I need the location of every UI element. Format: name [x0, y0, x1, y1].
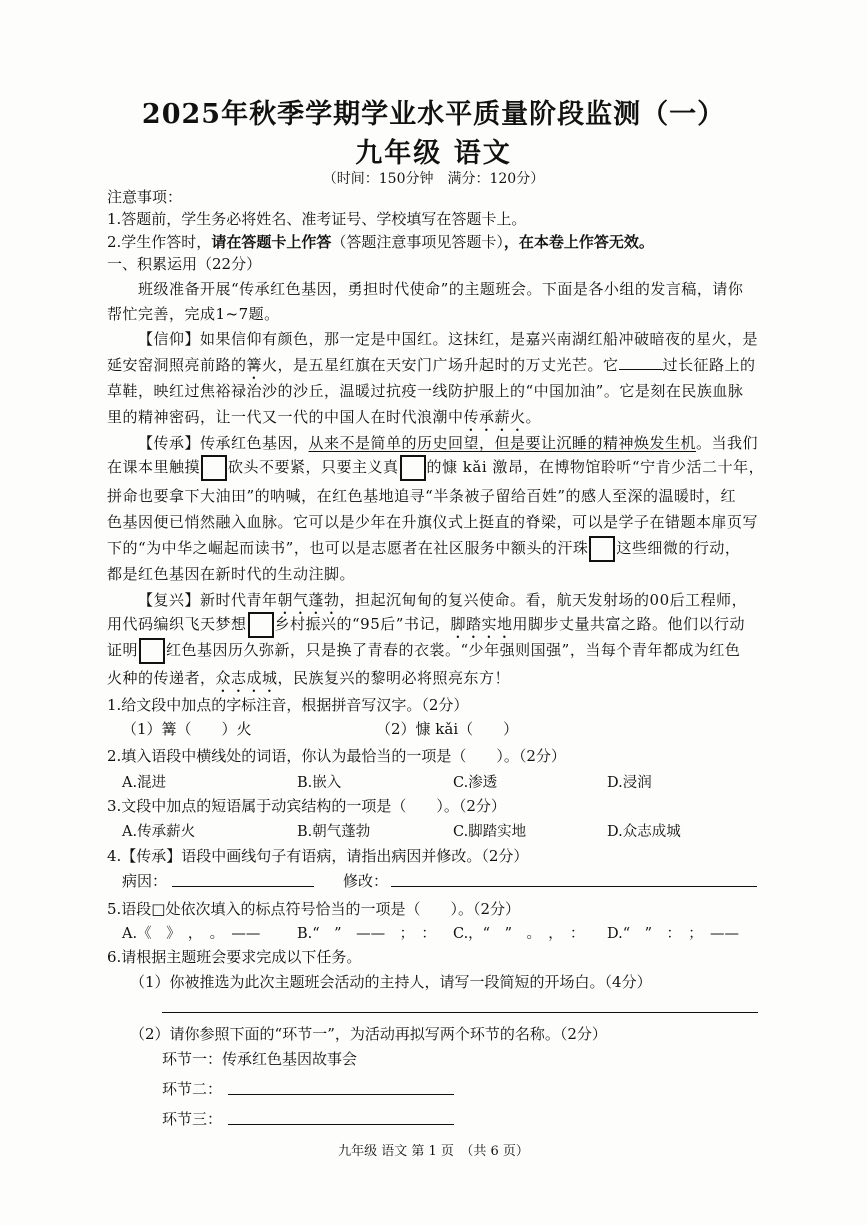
- question-2-option-c[interactable]: C.渗透: [453, 775, 498, 791]
- notes-item-2-part-d: ，在本卷上作答无效。: [503, 233, 654, 251]
- fuxing-line-3-b: 红色基因历久弥新，只是换了青春的衣裳。“少年强则国强”，当每个青年都成为红色: [166, 641, 741, 659]
- question-5-option-d[interactable]: D.“ ” ： ； ——: [607, 926, 740, 942]
- chuancheng-line-4: 色基因便已悄然融入血脉。它可以是少年在升旗仪式上挺直的脊梁，可以是学子在错题本扉页写: [107, 513, 759, 531]
- dotted-phrase-zhongzhichengcheng: 众志成城: [215, 669, 278, 687]
- punctuation-box-1[interactable]: [201, 455, 227, 481]
- question-6-link-2-label: 环节二：: [162, 1080, 223, 1098]
- chuancheng-line-1-b: 。当我们: [696, 434, 759, 452]
- chuancheng-line-1: [138, 432, 758, 453]
- section-1-heading: 一、积累运用（22分）: [107, 255, 262, 273]
- question-6-part-1: （1）你被推选为此次主题班会活动的主持人，请写一段简短的开场白。（4分）: [130, 973, 652, 991]
- chuancheng-line-5-a: 下的“为中华之崛起而读书”，也可以是志愿者在社区服务中额头的汗珠: [107, 539, 589, 557]
- question-4: 4.【传承】语段中画线句子有语病，请指出病因并修改。（2分）: [107, 847, 529, 865]
- xinyang-line-2-a: 延安窑洞照亮前路的: [107, 356, 247, 374]
- underlined-sentence: 从来不是简单的历史回望，但是要让沉睡的精神焕发生机: [308, 434, 697, 452]
- chuancheng-line-2: [107, 455, 764, 481]
- question-2-option-b[interactable]: B.嵌入: [297, 775, 342, 791]
- question-2-option-d[interactable]: D.浸润: [607, 775, 652, 791]
- xinyang-line-4-b: 。: [525, 408, 542, 426]
- page-footer: 九年级 语文 第 1 页 （共 6 页）: [338, 1144, 529, 1159]
- fuxing-line-1-b: ，担起沉甸甸的复兴使命。看，航天发射场的00后工程师，: [339, 591, 748, 609]
- chuancheng-line-5-b: 这些细微的行动，: [616, 539, 741, 557]
- xinyang-line-2-b: 火，是五星红旗在天安门广场升起时的万丈光芒。它: [262, 356, 619, 374]
- fuxing-line-2-a: 用代码编织飞天梦想: [107, 615, 247, 633]
- section-intro-line-2: 帮忙完善，完成1~7题。: [107, 305, 280, 323]
- punctuation-box-3[interactable]: [589, 536, 615, 562]
- dotted-phrase-zhaoqipengbo: 朝气蓬勃: [277, 591, 340, 609]
- question-5-option-b[interactable]: B.“ ” —— ； ：: [297, 926, 436, 942]
- xinyang-line-3: 草鞋，映红过焦裕禄治沙的沙丘，温暖过抗疫一线防护服上的“中国加油”。它是刻在民族血脉: [107, 382, 744, 400]
- question-6-link-3-label: 环节三：: [162, 1110, 223, 1128]
- chuancheng-line-2-c: 的慷 kǎi 激昂，在博物馆聆听“宁肯少活二十年，: [426, 458, 765, 476]
- fuxing-line-4: [107, 667, 510, 696]
- question-5-option-c[interactable]: C.，“ ” 。 ， ：: [453, 926, 585, 942]
- punctuation-box-5[interactable]: [139, 638, 165, 664]
- notes-item-2-part-a: 2.学生作答时，: [107, 233, 212, 251]
- question-2: 2.填入语段中横线处的词语，你认为最恰当的一项是（ ）。（2分）: [107, 747, 566, 765]
- question-3-option-d[interactable]: D.众志成城: [607, 824, 681, 840]
- dotted-phrase-chuanchengxinhuo: 传承薪火: [463, 408, 526, 426]
- question-6-link-1: 环节一：传承红色基因故事会: [162, 1050, 358, 1068]
- question-1-part-2[interactable]: （2）慷 kǎi（ ）: [376, 720, 519, 738]
- chuancheng-line-6: 都是红色基因在新时代的生动注脚。: [107, 565, 356, 583]
- chuancheng-line-2-b: 砍头不要紧，只要主义真: [228, 458, 399, 476]
- notes-item-2-part-b: 请在答题卡上作答: [211, 233, 332, 251]
- fuxing-line-3-a: 证明: [107, 641, 139, 659]
- fuxing-line-1-a: 【复兴】新时代青年: [138, 591, 278, 609]
- notes-heading: 注意事项：: [107, 188, 183, 206]
- chuancheng-line-3: 拼命也要拿下大油田”的呐喊，在红色基地追寻“半条被子留给百姓”的感人至深的温暖时，红: [107, 487, 737, 505]
- question-6-link-2-answer-line[interactable]: [228, 1094, 454, 1095]
- fill-blank-line[interactable]: [619, 369, 663, 370]
- question-4-cause-label: 病因：: [122, 872, 168, 890]
- exam-time-info: （时间：150分钟 满分：120分）: [322, 171, 545, 187]
- xinyang-line-1: 【信仰】如果信仰有颜色，那一定是中国红。这抹红，是嘉兴南湖红船冲破暗夜的星火，是: [138, 330, 759, 348]
- question-3-option-b[interactable]: B.朝气蓬勃: [297, 824, 371, 840]
- punctuation-box-4[interactable]: [248, 612, 274, 638]
- dotted-char-gou: 篝: [246, 356, 263, 374]
- exam-title: 2025年秋季学期学业水平质量阶段监测（一）: [141, 99, 726, 130]
- question-4-cause-answer-line[interactable]: [172, 886, 314, 887]
- xinyang-line-4-a: 里的精神密码，让一代又一代的中国人在时代浪潮中: [107, 408, 464, 426]
- dotted-phrase-jiaotashidi: 脚踏实地: [450, 615, 513, 633]
- question-3-option-c[interactable]: C.脚踏实地: [453, 824, 527, 840]
- question-1-part-1[interactable]: （1）篝（ ）火: [122, 720, 252, 738]
- question-5: 5.语段□处依次填入的标点符号恰当的一项是（ ）。（2分）: [107, 900, 521, 918]
- question-1: 1.给文段中加点的字标注音，根据拼音写汉字。（2分）: [107, 696, 469, 714]
- question-2-option-a[interactable]: A.混进: [122, 775, 167, 791]
- question-3-option-a[interactable]: A.传承薪火: [122, 824, 196, 840]
- chuancheng-line-2-a: 在课本里触摸: [107, 458, 201, 476]
- xinyang-line-2: [107, 354, 756, 383]
- fuxing-line-4-a: 火种的传递者，: [107, 669, 216, 687]
- chuancheng-line-5: [107, 536, 740, 562]
- fuxing-line-2-b: 乡村振兴的“95后”书记，: [274, 615, 451, 633]
- chuancheng-line-1-a: 【传承】传承红色基因，: [138, 434, 309, 452]
- exam-subject: 九年级 语文: [355, 138, 512, 169]
- notes-item-2-part-c: （答题注意事项见答题卡）: [331, 233, 504, 251]
- question-6-part-2: （2）请你参照下面的“环节一”，为活动再拟写两个环节的名称。（2分）: [130, 1025, 607, 1043]
- punctuation-box-2[interactable]: [400, 455, 426, 481]
- question-4-fix-label: 修改：: [343, 872, 389, 890]
- question-3: 3.文段中加点的短语属于动宾结构的一项是（ ）。（2分）: [107, 797, 506, 815]
- question-5-option-a[interactable]: A.《 》 ， 。 ——: [122, 926, 261, 942]
- question-6: 6.请根据主题班会要求完成以下任务。: [107, 948, 362, 966]
- question-6-link-3-answer-line[interactable]: [228, 1124, 454, 1125]
- question-6-part-1-answer-line[interactable]: [162, 1012, 758, 1013]
- notes-item-2: [107, 231, 654, 252]
- fuxing-line-4-b: ，民族复兴的黎明必将照亮东方！: [277, 669, 511, 687]
- question-4-fix-answer-line[interactable]: [391, 886, 757, 887]
- xinyang-line-4: [107, 406, 541, 435]
- xinyang-line-2-c: 过长征路上的: [662, 356, 756, 374]
- section-intro-line-1: 班级准备开展“传承红色基因，勇担时代使命”的主题班会。下面是各小组的发言稿，请你: [138, 280, 744, 298]
- notes-item-1: 1.答题前，学生务必将姓名、准考证号、学校填写在答题卡上。: [107, 210, 527, 228]
- fuxing-line-2-c: 用脚步丈量共富之路。他们以行动: [512, 615, 745, 633]
- fuxing-line-3: [107, 638, 740, 664]
